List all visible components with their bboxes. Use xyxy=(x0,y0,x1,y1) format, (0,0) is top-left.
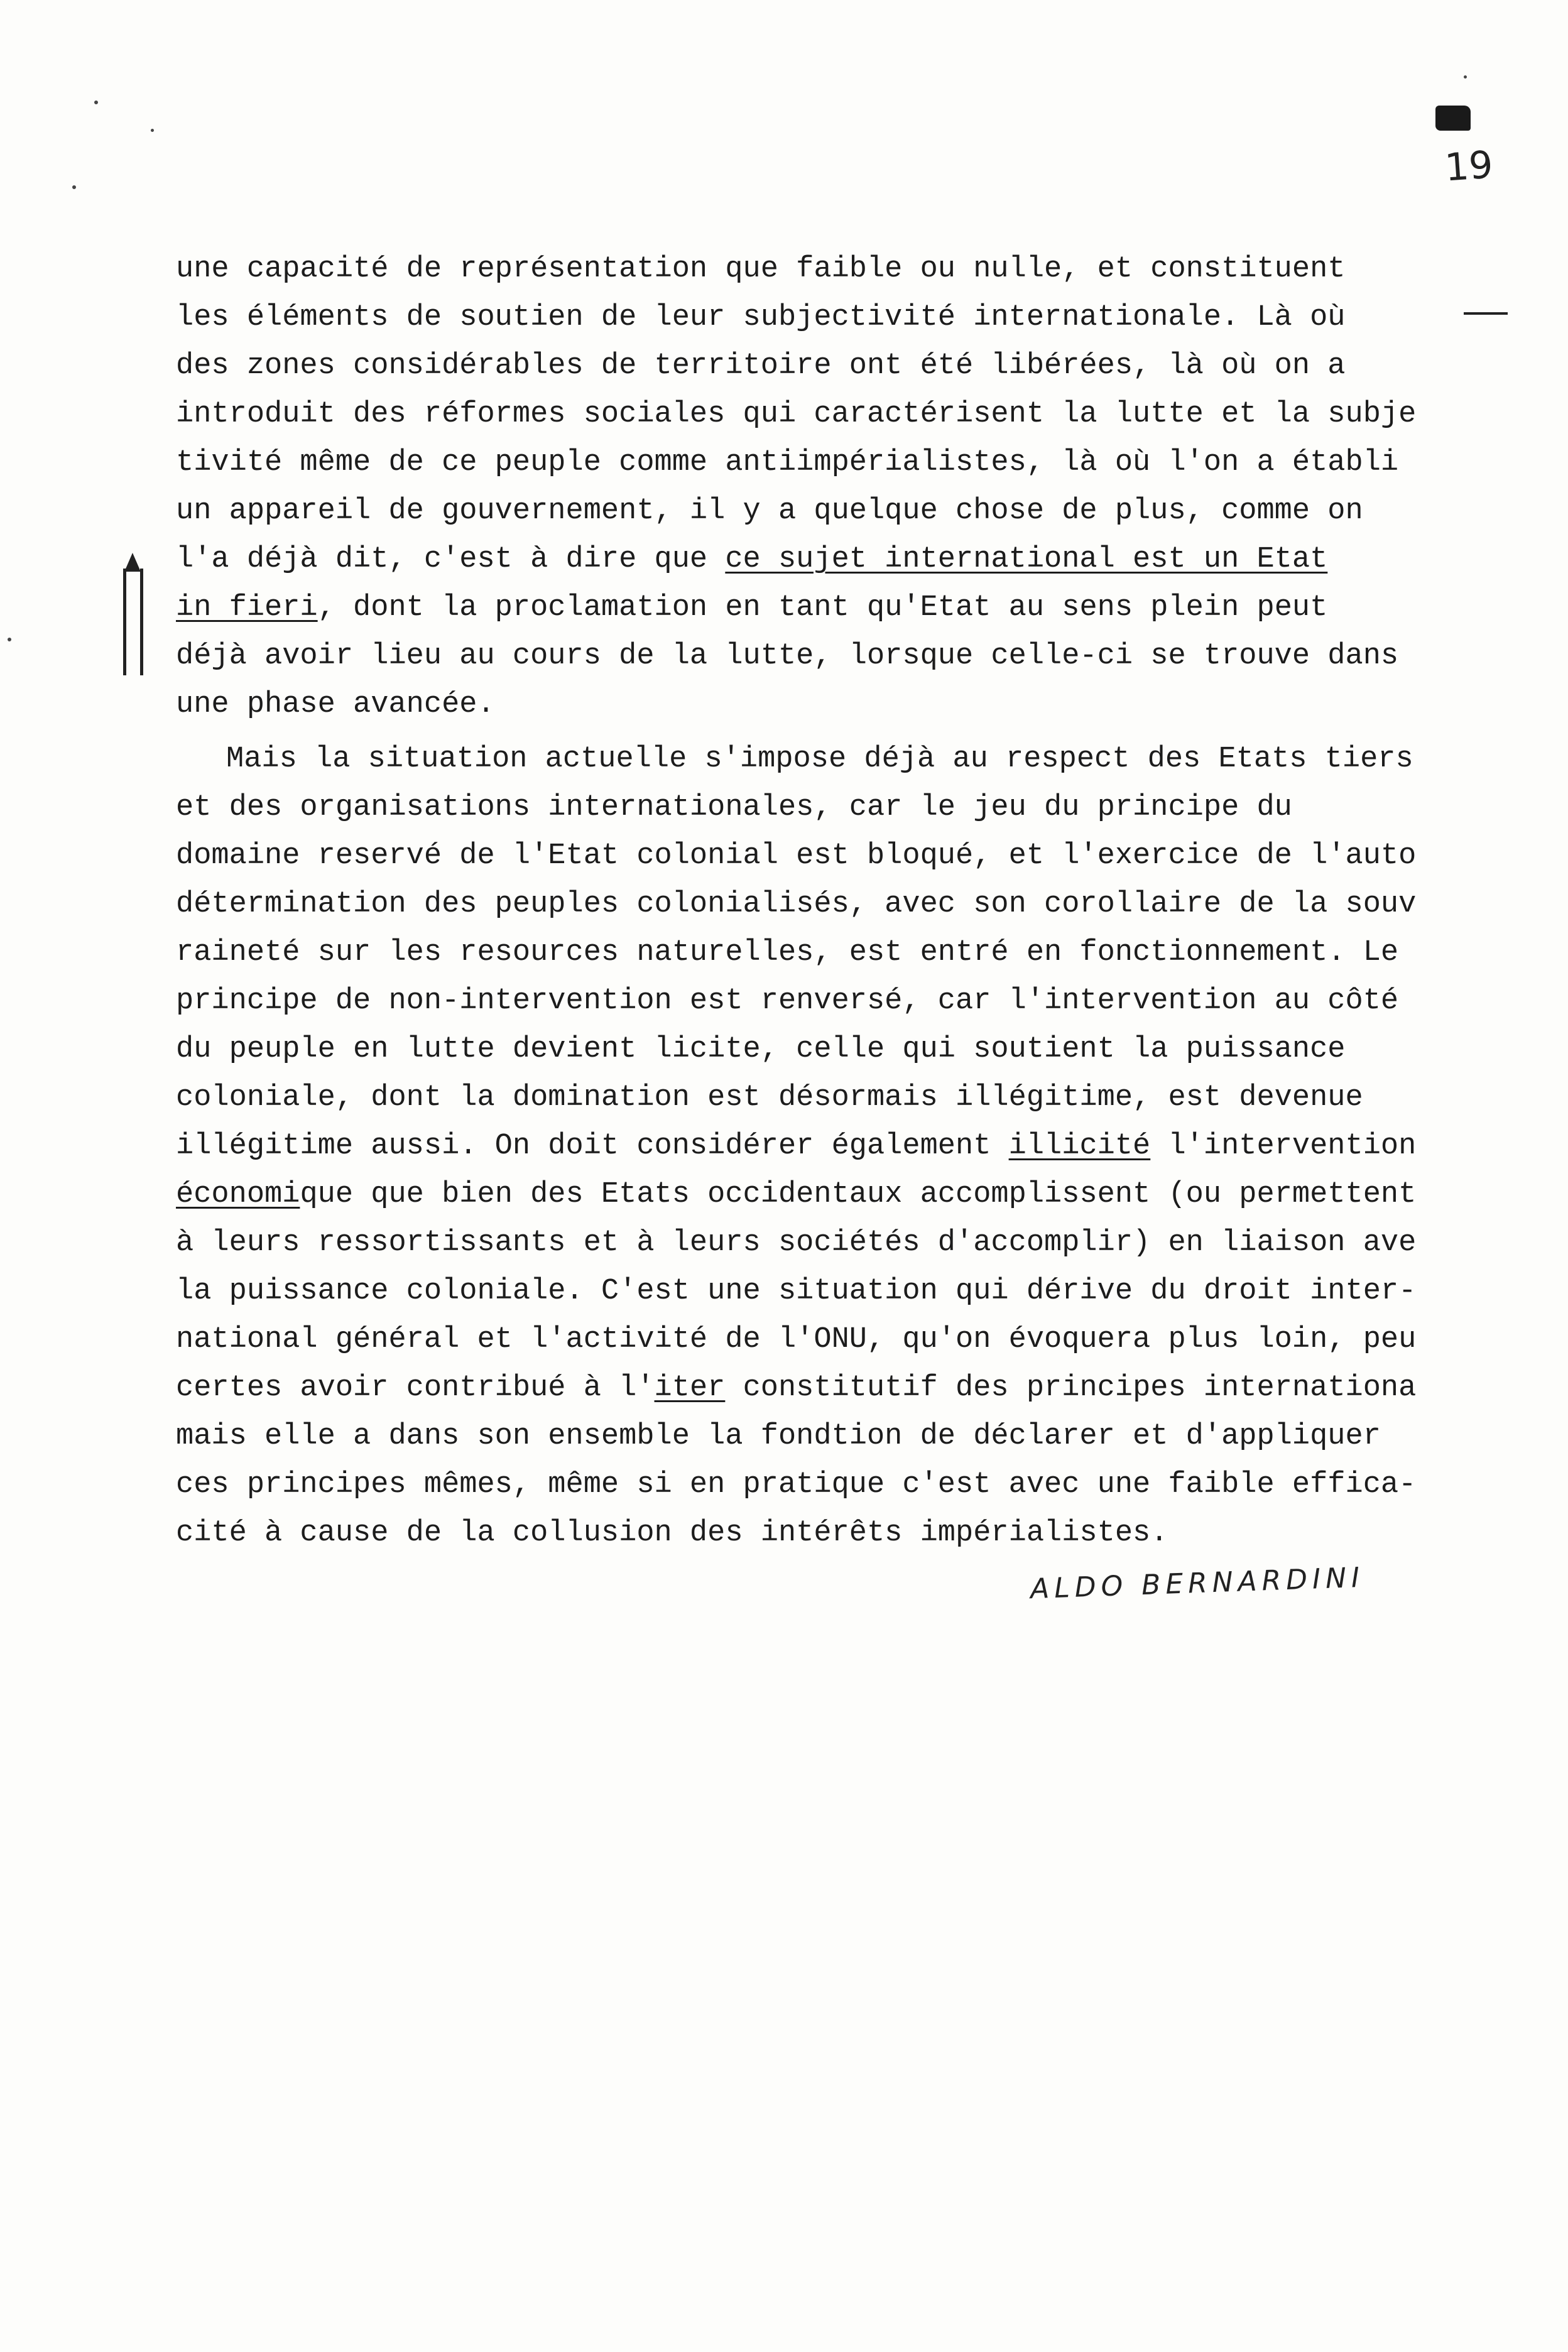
text-line xyxy=(176,1267,1514,1315)
underlined-text: in fieri xyxy=(176,591,318,624)
text-segment: l'a déjà dit, c'est à dire que xyxy=(176,543,726,576)
text-line xyxy=(176,632,1514,680)
text-line xyxy=(176,783,1514,832)
scan-speck xyxy=(72,185,76,189)
ink-blot-mark xyxy=(1435,106,1471,131)
text-segment: ces principes mêmes, même si en pratique c'est avec une faible effica- xyxy=(176,1468,1417,1501)
text-segment: national général et l'activité de l'ONU, qu'on évoquera plus loin, peu xyxy=(176,1323,1417,1356)
text-line xyxy=(176,535,1514,584)
text-line xyxy=(176,928,1514,977)
text-segment: et des organisations internationales, car le jeu du principe du xyxy=(176,791,1292,824)
scan-speck xyxy=(1464,75,1467,79)
text-segment: illégitime aussi. On doit considérer également xyxy=(176,1130,1009,1163)
text-line xyxy=(176,390,1514,438)
text-segment: à leurs ressortissants et à leurs sociétés d'accomplir) en liaison ave xyxy=(176,1226,1417,1260)
text-segment: introduit des réformes sociales qui caractérisent la lutte et la subje xyxy=(176,398,1417,431)
text-segment: , dont la proclamation en tant qu'Etat au sens plein peut xyxy=(317,591,1328,624)
text-segment: détermination des peuples colonialisés, avec son corollaire de la souv xyxy=(176,888,1417,921)
text-segment: Mais la situation actuelle s'impose déjà au respect des Etats tiers xyxy=(226,743,1413,776)
text-line xyxy=(176,680,1514,729)
underlined-text: illicité xyxy=(1008,1130,1151,1163)
text-segment: la puissance coloniale. C'est une situation qui dérive du droit inter- xyxy=(176,1275,1417,1308)
text-line xyxy=(176,1219,1514,1267)
scan-speck xyxy=(151,129,154,132)
text-line xyxy=(176,1025,1514,1074)
text-segment: un appareil de gouvernement, il y a quelque chose de plus, comme on xyxy=(176,494,1363,528)
paragraph-gap xyxy=(176,729,1514,735)
margin-bracket-mark xyxy=(123,569,143,675)
text-line xyxy=(176,487,1514,535)
text-segment: les éléments de soutien de leur subjectivité internationale. Là où xyxy=(176,301,1346,334)
text-segment: mais elle a dans son ensemble la fondtion de déclarer et d'appliquer xyxy=(176,1420,1381,1453)
underlined-text: ce sujet international est un Etat xyxy=(725,543,1328,576)
scan-speck xyxy=(94,101,98,104)
text-segment: du peuple en lutte devient licite, celle qui soutient la puissance xyxy=(176,1033,1346,1066)
underlined-text: économi xyxy=(176,1178,300,1211)
text-segment: coloniale, dont la domination est désormais illégitime, est devenue xyxy=(176,1081,1363,1114)
text-segment: certes avoir contribué à l' xyxy=(176,1371,655,1405)
text-line xyxy=(176,1170,1514,1219)
text-segment: que que bien des Etats occidentaux accomplissent (ou permettent xyxy=(300,1178,1417,1211)
text-line xyxy=(176,1461,1514,1509)
text-line xyxy=(176,245,1514,293)
text-segment: tivité même de ce peuple comme antiimpérialistes, là où l'on a établi xyxy=(176,446,1399,479)
text-segment: cité à cause de la collusion des intérêts impérialistes. xyxy=(176,1516,1168,1550)
text-line xyxy=(176,735,1514,783)
text-segment: constitutif des principes internationa xyxy=(725,1371,1417,1405)
text-line xyxy=(176,1412,1514,1461)
text-line xyxy=(176,977,1514,1025)
text-line xyxy=(176,342,1514,390)
text-line xyxy=(176,832,1514,880)
page-number: 19 xyxy=(1443,143,1494,190)
underlined-text: iter xyxy=(654,1371,726,1405)
text-line xyxy=(176,293,1514,342)
text-segment: l'intervention xyxy=(1150,1130,1417,1163)
text-line xyxy=(176,1122,1514,1170)
text-line xyxy=(176,1364,1514,1412)
scan-speck xyxy=(8,638,11,641)
text-segment: principe de non-intervention est renversé, car l'intervention au côté xyxy=(176,984,1399,1018)
text-segment: des zones considérables de territoire ont été libérées, là où on a xyxy=(176,349,1346,383)
text-line xyxy=(176,1074,1514,1122)
text-segment: une phase avancée. xyxy=(176,688,495,721)
text-line xyxy=(176,1509,1514,1557)
text-segment: déjà avoir lieu au cours de la lutte, lorsque celle-ci se trouve dans xyxy=(176,640,1399,673)
text-line xyxy=(176,880,1514,928)
text-line xyxy=(176,584,1514,632)
handwritten-signature: ALDO BERNARDINI xyxy=(1030,1561,1365,1606)
text-line xyxy=(176,438,1514,487)
text-segment: domaine reservé de l'Etat colonial est bloqué, et l'exercice de l'auto xyxy=(176,839,1417,873)
text-line xyxy=(176,1315,1514,1364)
text-segment: raineté sur les resources naturelles, est entré en fonctionnement. Le xyxy=(176,936,1399,969)
body-text xyxy=(176,245,1514,1557)
text-segment: une capacité de représentation que faible ou nulle, et constituent xyxy=(176,253,1346,286)
